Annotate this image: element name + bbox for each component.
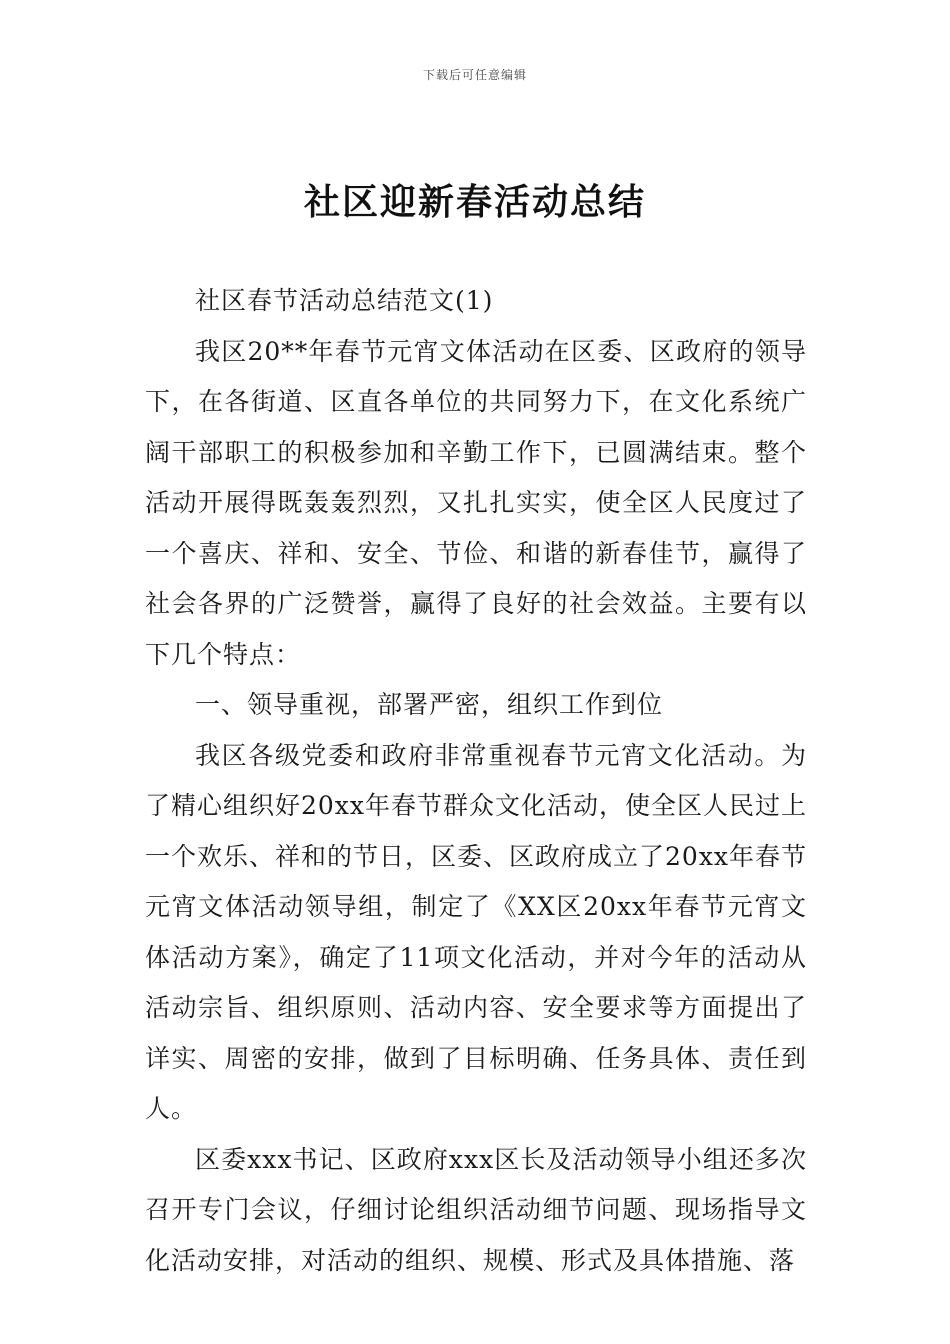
header-note: 下载后可任意编辑 xyxy=(422,68,527,82)
document-title: 社区迎新春活动总结 xyxy=(303,182,646,223)
paragraph-intro: 我区20**年春节元宵文体活动在区委、区政府的领导下，在各街道、区直各单位的共同努力下，在文化系统广阔干部职工的积极参加和辛勤工作下，已圆满结束。整个活动开展得既轰轰烈烈，又扎扎实实，使全区人民度过了一个喜庆、祥和、安全、节俭、和谐的新春佳节，赢得了社会各界的广泛赞誉，赢得了良好的社会效益。主要有以下几个特点： xyxy=(145,336,807,669)
section-heading-1: 一、领导重视，部署严密，组织工作到位 xyxy=(195,690,664,719)
document-body xyxy=(145,276,807,1286)
document-subtitle: 社区春节活动总结范文(1) xyxy=(195,286,494,315)
paragraph-section-1: 我区各级党委和政府非常重视春节元宵文化活动。为了精心组织好20xx年春节群众文化活动，使全区人民过上一个欢乐、祥和的节日，区委、区政府成立了20xx年春节元宵文体活动领导组，制定了《XX区20xx年春节元宵文体活动方案》，确定了11项文化活动，并对今年的活动从活动宗旨、组织原则、活动内容、安全要求等方面提出了详实、周密的安排，做到了目标明确、任务具体、责任到人。 xyxy=(145,740,808,1123)
paragraph-section-1-continued: 区委xxx书记、区政府xxx区长及活动领导小组还多次召开专门会议，仔细讨论组织活动细节问题、现场指导文化活动安排，对活动的组织、规模、形式及具体措施、落 xyxy=(145,1144,807,1275)
